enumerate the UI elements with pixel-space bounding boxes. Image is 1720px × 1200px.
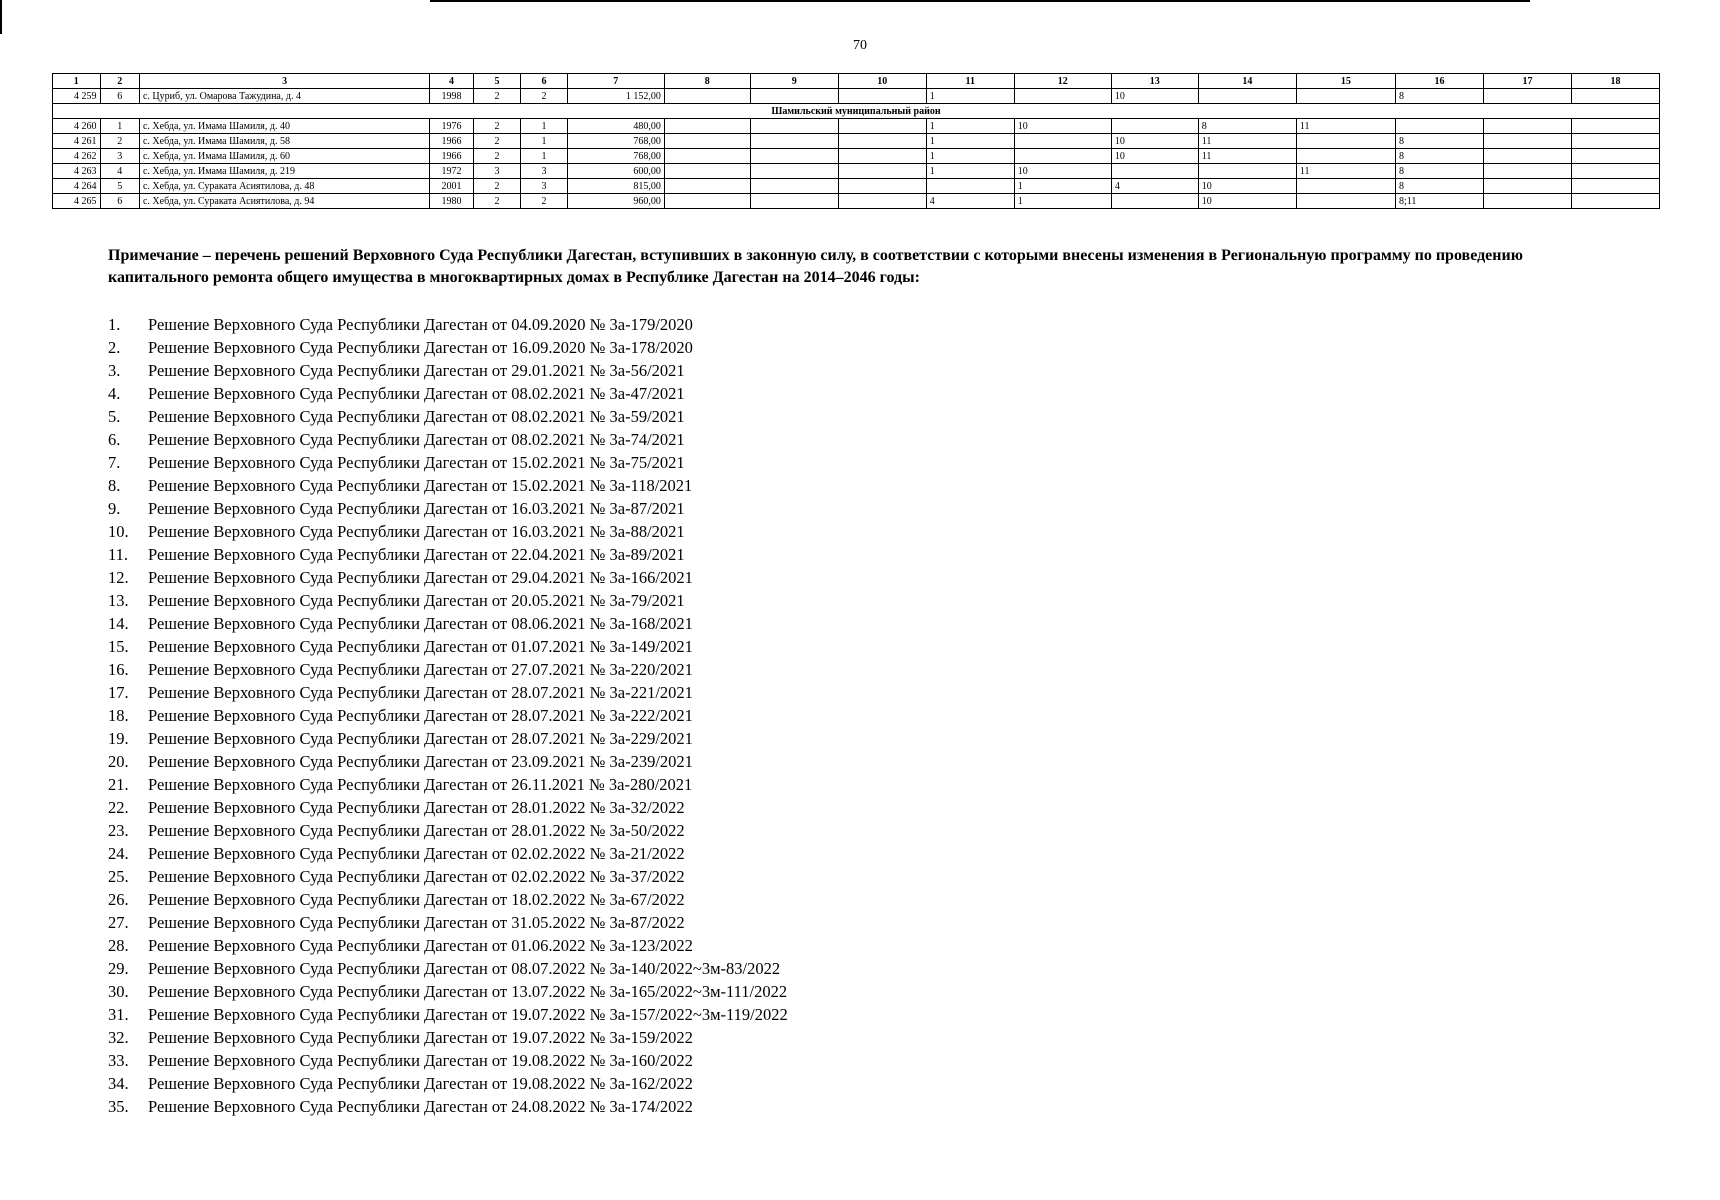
table-cell xyxy=(664,149,750,164)
table-cell xyxy=(664,164,750,179)
decisions-list xyxy=(108,313,1108,1118)
list-item xyxy=(108,658,1108,681)
list-item-number: 24. xyxy=(108,844,129,863)
list-item-number: 21. xyxy=(108,775,129,794)
table-cell: 3 xyxy=(521,164,568,179)
list-item-number: 31. xyxy=(108,1005,129,1024)
table-cell: 1998 xyxy=(430,89,473,104)
list-item-text: Решение Верховного Суда Республики Дагестан от 01.06.2022 № 3а-123/2022 xyxy=(148,936,693,955)
list-item xyxy=(108,1003,1108,1026)
list-item xyxy=(108,911,1108,934)
list-item-text: Решение Верховного Суда Республики Дагестан от 02.02.2022 № 3а-37/2022 xyxy=(148,867,685,886)
list-item-number: 22. xyxy=(108,798,129,817)
table-cell: 1 xyxy=(521,119,568,134)
table-cell xyxy=(664,119,750,134)
list-item-text: Решение Верховного Суда Республики Дагестан от 23.09.2021 № 3а-239/2021 xyxy=(148,752,693,771)
table-cell: 1 xyxy=(1014,194,1111,209)
table-cell: с. Хебда, ул. Имама Шамиля, д. 60 xyxy=(139,149,429,164)
table-cell: 2 xyxy=(473,149,521,164)
table-cell: 1972 xyxy=(430,164,473,179)
table-cell: 11 xyxy=(1296,164,1395,179)
table-cell xyxy=(750,149,838,164)
table-cell: 8 xyxy=(1395,89,1483,104)
list-item-text: Решение Верховного Суда Республики Дагестан от 26.11.2021 № 3а-280/2021 xyxy=(148,775,693,794)
list-item-number: 13. xyxy=(108,591,129,610)
list-item-number: 28. xyxy=(108,936,129,955)
list-item-text: Решение Верховного Суда Республики Дагестан от 19.08.2022 № 3а-160/2022 xyxy=(148,1051,693,1070)
table-cell: 10 xyxy=(1111,149,1198,164)
list-item xyxy=(108,635,1108,658)
table-cell xyxy=(1014,149,1111,164)
header-row xyxy=(53,74,1660,89)
table-cell xyxy=(1571,179,1659,194)
table-cell xyxy=(1296,179,1395,194)
table-cell: с. Хебда, ул. Сураката Асиятилова, д. 48 xyxy=(139,179,429,194)
list-item-number: 27. xyxy=(108,913,129,932)
list-item-text: Решение Верховного Суда Республики Дагестан от 01.07.2021 № 3а-149/2021 xyxy=(148,637,693,656)
table-cell: 2 xyxy=(473,179,521,194)
list-item-text: Решение Верховного Суда Республики Дагестан от 31.05.2022 № 3а-87/2022 xyxy=(148,913,685,932)
list-item xyxy=(108,428,1108,451)
table-cell xyxy=(1483,164,1571,179)
table-cell xyxy=(838,164,926,179)
column-header: 3 xyxy=(139,74,429,89)
list-item-text: Решение Верховного Суда Республики Дагестан от 28.01.2022 № 3а-32/2022 xyxy=(148,798,685,817)
table-row xyxy=(53,134,1660,149)
table-cell: 5 xyxy=(100,179,139,194)
page-number: 70 xyxy=(853,38,867,53)
list-item-number: 14. xyxy=(108,614,129,633)
table-cell: 960,00 xyxy=(567,194,664,209)
list-item-text: Решение Верховного Суда Республики Дагестан от 28.01.2022 № 3а-50/2022 xyxy=(148,821,685,840)
table-cell xyxy=(1571,149,1659,164)
list-item xyxy=(108,1049,1108,1072)
list-item-text: Решение Верховного Суда Республики Дагестан от 24.08.2022 № 3а-174/2022 xyxy=(148,1097,693,1116)
column-header: 18 xyxy=(1571,74,1659,89)
list-item-number: 17. xyxy=(108,683,129,702)
list-item-number: 29. xyxy=(108,959,129,978)
list-item-number: 11. xyxy=(108,545,129,564)
table-cell xyxy=(838,149,926,164)
column-header: 9 xyxy=(750,74,838,89)
list-item xyxy=(108,382,1108,405)
table-cell xyxy=(1571,194,1659,209)
list-item-number: 3. xyxy=(108,361,121,380)
list-item-text: Решение Верховного Суда Республики Дагестан от 16.09.2020 № 3а-178/2020 xyxy=(148,338,693,357)
list-item xyxy=(108,727,1108,750)
table-cell: 11 xyxy=(1296,119,1395,134)
column-header: 12 xyxy=(1014,74,1111,89)
table-cell: 4 259 xyxy=(53,89,101,104)
table-cell xyxy=(750,89,838,104)
table-row xyxy=(53,89,1660,104)
table-cell: 1 xyxy=(521,149,568,164)
table-cell: 8 xyxy=(1395,134,1483,149)
list-item-text: Решение Верховного Суда Республики Дагестан от 16.03.2021 № 3а-88/2021 xyxy=(148,522,685,541)
table-row xyxy=(53,119,1660,134)
table-cell: 1980 xyxy=(430,194,473,209)
table-cell xyxy=(1296,149,1395,164)
table-cell xyxy=(1483,179,1571,194)
list-item-text: Решение Верховного Суда Республики Дагестан от 19.08.2022 № 3а-162/2022 xyxy=(148,1074,693,1093)
list-item-number: 32. xyxy=(108,1028,129,1047)
list-item-text: Решение Верховного Суда Республики Дагестан от 08.06.2021 № 3а-168/2021 xyxy=(148,614,693,633)
table-cell: 1 152,00 xyxy=(567,89,664,104)
table-cell xyxy=(838,89,926,104)
table-cell: 10 xyxy=(1014,119,1111,134)
list-item xyxy=(108,934,1108,957)
list-item-text: Решение Верховного Суда Республики Дагестан от 13.07.2022 № 3а-165/2022~3м-111/2022 xyxy=(148,982,788,1001)
column-header: 5 xyxy=(473,74,521,89)
scan-edge-left xyxy=(0,0,2,34)
list-item xyxy=(108,796,1108,819)
table-cell: 8 xyxy=(1395,179,1483,194)
table-cell: 10 xyxy=(1111,134,1198,149)
table-cell xyxy=(664,89,750,104)
table-cell: с. Хебда, ул. Имама Шамиля, д. 58 xyxy=(139,134,429,149)
list-item-number: 8. xyxy=(108,476,121,495)
table-cell: 1 xyxy=(100,119,139,134)
table-cell xyxy=(1014,134,1111,149)
table-cell: 8 xyxy=(1395,149,1483,164)
list-item xyxy=(108,313,1108,336)
table-cell: 8 xyxy=(1395,164,1483,179)
list-item-number: 1. xyxy=(108,315,121,334)
table-cell xyxy=(750,119,838,134)
list-item xyxy=(108,474,1108,497)
table-cell: 2 xyxy=(473,194,521,209)
table-cell: 768,00 xyxy=(567,134,664,149)
table-cell: с. Хебда, ул. Имама Шамиля, д. 40 xyxy=(139,119,429,134)
list-item xyxy=(108,543,1108,566)
table-cell: 11 xyxy=(1198,134,1296,149)
column-header: 17 xyxy=(1483,74,1571,89)
list-item-text: Решение Верховного Суда Республики Дагестан от 15.02.2021 № 3а-118/2021 xyxy=(148,476,693,495)
district-row xyxy=(53,104,1660,119)
table-cell xyxy=(750,134,838,149)
table-cell: 1 xyxy=(926,119,1014,134)
list-item-number: 12. xyxy=(108,568,129,587)
list-item-number: 10. xyxy=(108,522,129,541)
table-cell xyxy=(838,134,926,149)
table-cell: 10 xyxy=(1014,164,1111,179)
table-cell xyxy=(1571,134,1659,149)
table-cell xyxy=(838,194,926,209)
list-item-text: Решение Верховного Суда Республики Дагестан от 22.04.2021 № 3а-89/2021 xyxy=(148,545,685,564)
column-header: 10 xyxy=(838,74,926,89)
list-item xyxy=(108,359,1108,382)
table-cell: 6 xyxy=(100,194,139,209)
table-cell: 1 xyxy=(926,89,1014,104)
table-cell: 4 260 xyxy=(53,119,101,134)
list-item-text: Решение Верховного Суда Республики Дагестан от 08.02.2021 № 3а-59/2021 xyxy=(148,407,685,426)
table-cell xyxy=(750,194,838,209)
note-paragraph: Примечание – перечень решений Верховного Суда Республики Дагестан, вступивших в законную силу, в соответствии с которыми внесены изменения в Региональную программу по проведению капитального ремонта общего имущества в многоквартирных домах в Республике Дагестан на 2014–2046 годы: xyxy=(108,247,1523,286)
table-cell xyxy=(1296,194,1395,209)
list-item-text: Решение Верховного Суда Республики Дагестан от 15.02.2021 № 3а-75/2021 xyxy=(148,453,685,472)
list-item xyxy=(108,773,1108,796)
table-cell xyxy=(750,179,838,194)
list-item-number: 23. xyxy=(108,821,129,840)
table-cell: 2 xyxy=(100,134,139,149)
table-cell: с. Хебда, ул. Сураката Асиятилова, д. 94 xyxy=(139,194,429,209)
table-cell xyxy=(1014,89,1111,104)
table-cell xyxy=(838,119,926,134)
table-cell: с. Цуриб, ул. Омарова Тажудина, д. 4 xyxy=(139,89,429,104)
table-cell xyxy=(1198,164,1296,179)
table-cell xyxy=(1483,149,1571,164)
list-item xyxy=(108,566,1108,589)
list-item-text: Решение Верховного Суда Республики Дагестан от 18.02.2022 № 3а-67/2022 xyxy=(148,890,685,909)
table-cell: 2 xyxy=(521,194,568,209)
table-cell xyxy=(1571,119,1659,134)
list-item-text: Решение Верховного Суда Республики Дагестан от 04.09.2020 № 3а-179/2020 xyxy=(148,315,693,334)
table-cell: 6 xyxy=(100,89,139,104)
column-header: 16 xyxy=(1395,74,1483,89)
list-item xyxy=(108,1095,1108,1118)
table-cell: 2 xyxy=(473,134,521,149)
table-cell xyxy=(1198,89,1296,104)
list-item xyxy=(108,520,1108,543)
column-header: 8 xyxy=(664,74,750,89)
list-item xyxy=(108,681,1108,704)
table-cell xyxy=(1111,164,1198,179)
table-cell: 11 xyxy=(1198,149,1296,164)
column-header: 6 xyxy=(521,74,568,89)
table-cell: 480,00 xyxy=(567,119,664,134)
table-cell: 10 xyxy=(1198,179,1296,194)
table-row xyxy=(53,149,1660,164)
list-item xyxy=(108,1026,1108,1049)
list-item-number: 9. xyxy=(108,499,121,518)
table-row xyxy=(53,164,1660,179)
table-cell: 4 xyxy=(1111,179,1198,194)
table-cell: 1 xyxy=(1014,179,1111,194)
list-item xyxy=(108,336,1108,359)
list-item-text: Решение Верховного Суда Республики Дагестан от 08.02.2021 № 3а-47/2021 xyxy=(148,384,685,403)
list-item xyxy=(108,589,1108,612)
table-cell: 768,00 xyxy=(567,149,664,164)
table-cell: 10 xyxy=(1111,89,1198,104)
list-item-number: 18. xyxy=(108,706,129,725)
table-cell xyxy=(1571,164,1659,179)
list-item-number: 7. xyxy=(108,453,121,472)
table-row xyxy=(53,194,1660,209)
column-header: 2 xyxy=(100,74,139,89)
table-cell: 2001 xyxy=(430,179,473,194)
table-cell: 2 xyxy=(473,119,521,134)
table-cell: 2 xyxy=(473,89,521,104)
list-item-number: 16. xyxy=(108,660,129,679)
list-item-text: Решение Верховного Суда Республики Дагестан от 29.01.2021 № 3а-56/2021 xyxy=(148,361,685,380)
list-item-text: Решение Верховного Суда Республики Дагестан от 28.07.2021 № 3а-229/2021 xyxy=(148,729,693,748)
list-item-number: 5. xyxy=(108,407,121,426)
list-item-text: Решение Верховного Суда Республики Дагестан от 19.07.2022 № 3а-157/2022~3м-119/2022 xyxy=(148,1005,788,1024)
table-cell xyxy=(1111,194,1198,209)
table-cell: 2 xyxy=(521,89,568,104)
list-item xyxy=(108,704,1108,727)
list-item xyxy=(108,865,1108,888)
list-item xyxy=(108,612,1108,635)
table-cell: с. Хебда, ул. Имама Шамиля, д. 219 xyxy=(139,164,429,179)
list-item xyxy=(108,405,1108,428)
table-cell xyxy=(664,134,750,149)
table-cell: 10 xyxy=(1198,194,1296,209)
column-header: 14 xyxy=(1198,74,1296,89)
list-item-number: 15. xyxy=(108,637,129,656)
list-item-text: Решение Верховного Суда Республики Дагестан от 16.03.2021 № 3а-87/2021 xyxy=(148,499,685,518)
table-cell: 8;11 xyxy=(1395,194,1483,209)
table-cell xyxy=(1571,89,1659,104)
list-item xyxy=(108,842,1108,865)
table-cell: 815,00 xyxy=(567,179,664,194)
housing-table xyxy=(52,73,1660,209)
list-item-number: 30. xyxy=(108,982,129,1001)
list-item xyxy=(108,451,1108,474)
list-item-number: 25. xyxy=(108,867,129,886)
list-item-text: Решение Верховного Суда Республики Дагестан от 08.07.2022 № 3а-140/2022~3м-83/2022 xyxy=(148,959,781,978)
district-name: Шамильский муниципальный район xyxy=(53,104,1660,119)
table-cell xyxy=(1483,89,1571,104)
list-item xyxy=(108,750,1108,773)
table-cell xyxy=(1296,134,1395,149)
list-item-number: 20. xyxy=(108,752,129,771)
column-header: 11 xyxy=(926,74,1014,89)
table-cell xyxy=(664,179,750,194)
table-cell xyxy=(1483,134,1571,149)
table-cell: 8 xyxy=(1198,119,1296,134)
table-cell xyxy=(926,179,1014,194)
table-cell: 4 xyxy=(100,164,139,179)
scan-edge-top xyxy=(430,0,1530,2)
table-cell xyxy=(1483,194,1571,209)
table-cell xyxy=(1111,119,1198,134)
list-item-text: Решение Верховного Суда Республики Дагестан от 08.02.2021 № 3а-74/2021 xyxy=(148,430,685,449)
table-cell: 4 261 xyxy=(53,134,101,149)
list-item-text: Решение Верховного Суда Республики Дагестан от 19.07.2022 № 3а-159/2022 xyxy=(148,1028,693,1047)
list-item-number: 33. xyxy=(108,1051,129,1070)
table-cell: 600,00 xyxy=(567,164,664,179)
table-cell: 1 xyxy=(926,149,1014,164)
column-header: 15 xyxy=(1296,74,1395,89)
table-cell: 3 xyxy=(521,179,568,194)
table-cell xyxy=(1296,89,1395,104)
list-item xyxy=(108,497,1108,520)
column-header: 1 xyxy=(53,74,101,89)
table-cell xyxy=(838,179,926,194)
list-item-number: 6. xyxy=(108,430,121,449)
table-cell: 3 xyxy=(473,164,521,179)
table-cell: 1 xyxy=(521,134,568,149)
table-cell xyxy=(750,164,838,179)
table-cell: 3 xyxy=(100,149,139,164)
list-item xyxy=(108,819,1108,842)
table-cell xyxy=(1395,119,1483,134)
column-header: 7 xyxy=(567,74,664,89)
list-item-number: 35. xyxy=(108,1097,129,1116)
list-item-number: 2. xyxy=(108,338,121,357)
table-cell: 1966 xyxy=(430,134,473,149)
list-item xyxy=(108,1072,1108,1095)
table-cell: 4 265 xyxy=(53,194,101,209)
table-cell: 4 262 xyxy=(53,149,101,164)
table-cell xyxy=(664,194,750,209)
list-item xyxy=(108,957,1108,980)
list-item-number: 19. xyxy=(108,729,129,748)
list-item-number: 26. xyxy=(108,890,129,909)
list-item-number: 34. xyxy=(108,1074,129,1093)
table-cell: 1 xyxy=(926,134,1014,149)
list-item-text: Решение Верховного Суда Республики Дагестан от 28.07.2021 № 3а-221/2021 xyxy=(148,683,693,702)
list-item-text: Решение Верховного Суда Республики Дагестан от 29.04.2021 № 3а-166/2021 xyxy=(148,568,693,587)
list-item-text: Решение Верховного Суда Республики Дагестан от 20.05.2021 № 3а-79/2021 xyxy=(148,591,685,610)
table-row xyxy=(53,179,1660,194)
table-cell: 4 263 xyxy=(53,164,101,179)
column-header: 4 xyxy=(430,74,473,89)
list-item-text: Решение Верховного Суда Республики Дагестан от 28.07.2021 № 3а-222/2021 xyxy=(148,706,693,725)
list-item-text: Решение Верховного Суда Республики Дагестан от 27.07.2021 № 3а-220/2021 xyxy=(148,660,693,679)
table-cell: 1 xyxy=(926,164,1014,179)
list-item xyxy=(108,888,1108,911)
table-cell xyxy=(1483,119,1571,134)
table-cell: 1976 xyxy=(430,119,473,134)
column-header: 13 xyxy=(1111,74,1198,89)
table-cell: 4 264 xyxy=(53,179,101,194)
table-cell: 1966 xyxy=(430,149,473,164)
list-item-number: 4. xyxy=(108,384,121,403)
table-cell: 4 xyxy=(926,194,1014,209)
list-item xyxy=(108,980,1108,1003)
list-item-text: Решение Верховного Суда Республики Дагестан от 02.02.2022 № 3а-21/2022 xyxy=(148,844,685,863)
